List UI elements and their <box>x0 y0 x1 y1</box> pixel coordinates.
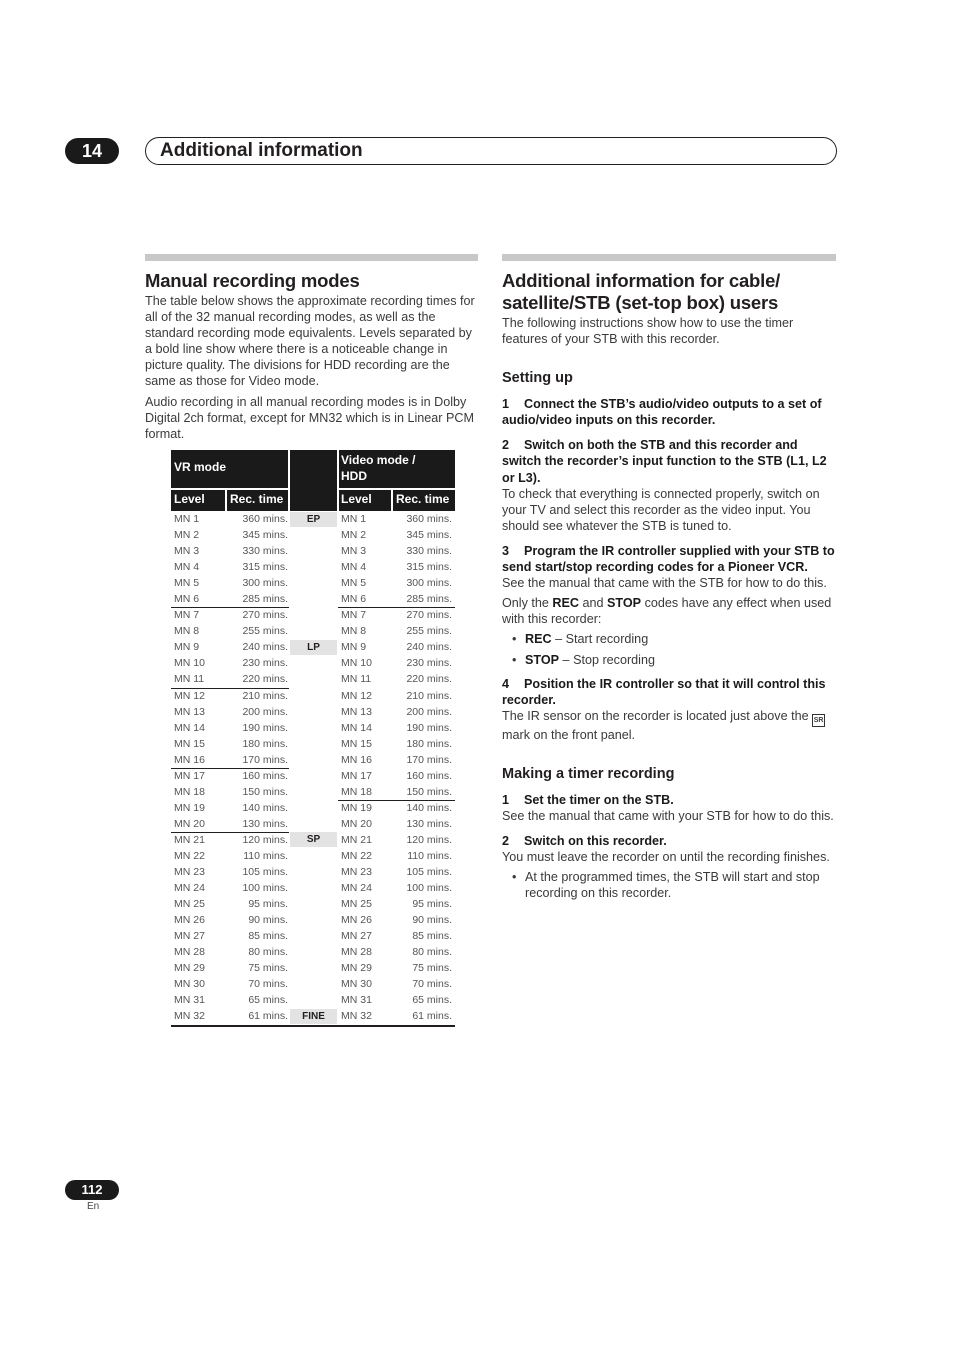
setup-step-2 <box>502 437 836 485</box>
table-row <box>171 768 455 784</box>
codes-list <box>502 631 836 667</box>
vr-rec-time-cell: 200 mins. <box>242 705 288 718</box>
table-row <box>171 559 455 575</box>
step-number: 1 <box>502 792 510 807</box>
video-rec-time-cell: 90 mins. <box>412 914 452 927</box>
quality-separator <box>338 607 455 608</box>
intro-paragraph: The table below shows the approximate recording times for all of the 32 manual recording modes, as well as the standard recording mode equivalents. Levels separated by a bold line show where there is a noticeable change in picture quality. The divisions for HDD recording are the same as those for Video mode. <box>145 294 475 389</box>
table-row <box>171 607 455 623</box>
table-row <box>171 800 455 816</box>
vr-rec-time-cell: 300 mins. <box>242 577 288 590</box>
stop-keyword: STOP <box>607 596 642 611</box>
vr-level-cell: MN 30 <box>174 978 205 991</box>
video-rec-time-cell: 150 mins. <box>406 785 452 798</box>
table-row <box>171 928 455 944</box>
rec-keyword: REC <box>525 632 552 647</box>
vr-rec-time-cell: 170 mins. <box>242 753 288 766</box>
table-row <box>171 976 455 992</box>
vr-level-cell: MN 16 <box>174 753 205 766</box>
video-rec-time-cell: 300 mins. <box>406 577 452 590</box>
timer-step-2-text: You must leave the recorder on until the recording finishes. <box>502 850 830 865</box>
table-row <box>171 688 455 704</box>
vr-rec-time-cell: 130 mins. <box>242 817 288 830</box>
vr-rec-time-cell: 285 mins. <box>242 593 288 606</box>
video-level-cell: MN 24 <box>341 882 372 895</box>
table-row <box>171 896 455 912</box>
step-text: Switch on this recorder. <box>524 834 667 849</box>
vr-level-cell: MN 9 <box>174 641 200 654</box>
mode-badge: FINE <box>290 1009 337 1024</box>
video-rec-time-cell: 140 mins. <box>406 801 452 814</box>
vr-rec-time-cell: 360 mins. <box>242 513 288 525</box>
step-number: 2 <box>502 834 510 849</box>
setup-step-2-text: To check that everything is connected properly, switch on your TV and select this recorder as the video input. You should see whatever the STB is tuned to. <box>502 486 820 533</box>
table-row <box>171 944 455 960</box>
recording-modes-table <box>171 450 455 1027</box>
vr-level-cell: MN 5 <box>174 577 200 590</box>
vr-level-cell: MN 18 <box>174 785 205 798</box>
video-mode-header-cell <box>339 450 455 488</box>
quality-separator <box>171 688 289 689</box>
vr-rec-time-cell: 80 mins. <box>248 946 288 959</box>
table-header <box>171 450 455 511</box>
table-row <box>171 864 455 880</box>
table-row <box>171 848 455 864</box>
vr-level-cell: MN 25 <box>174 898 205 911</box>
table-row <box>171 575 455 591</box>
mode-badge: LP <box>290 640 337 655</box>
video-level-cell: MN 9 <box>341 641 367 654</box>
vr-rec-time-cell: 180 mins. <box>242 737 288 750</box>
vr-level-header: Level <box>174 492 205 506</box>
video-level-cell: MN 5 <box>341 577 367 590</box>
table-row <box>171 960 455 976</box>
chapter-number: 14 <box>65 138 119 164</box>
vr-level-cell: MN 3 <box>174 545 200 558</box>
step-text: Set the timer on the STB. <box>524 792 674 807</box>
vr-level-cell: MN 6 <box>174 593 200 606</box>
video-rec-time-cell: 85 mins. <box>412 930 452 943</box>
timer-step-2 <box>502 833 836 849</box>
vr-rec-time-cell: 230 mins. <box>242 657 288 670</box>
video-level-cell: MN 19 <box>341 801 372 814</box>
video-level-cell: MN 30 <box>341 978 372 991</box>
step-text: Switch on both the STB and this recorder and switch the recorder’s input function to the STB (L1, L2 or L3). <box>502 438 827 485</box>
step-number: 4 <box>502 676 510 691</box>
video-level-cell: MN 29 <box>341 962 372 975</box>
vr-level-cell: MN 10 <box>174 657 205 670</box>
video-rec-time-cell: 170 mins. <box>406 753 452 766</box>
codes-text-pre: Only the <box>502 596 553 611</box>
video-level-cell: MN 20 <box>341 817 372 830</box>
table-row <box>171 591 455 607</box>
vr-level-cell: MN 21 <box>174 833 205 846</box>
quality-separator <box>171 768 289 769</box>
video-rec-time-cell: 360 mins. <box>406 513 452 525</box>
vr-rec-time-cell: 65 mins. <box>248 994 288 1007</box>
vr-rec-time-cell: 255 mins. <box>242 625 288 638</box>
table-row <box>171 511 455 527</box>
vr-rec-time-cell: 330 mins. <box>242 545 288 558</box>
stop-keyword: STOP <box>525 652 560 667</box>
setup-step-4-text <box>502 708 836 743</box>
video-rec-time-cell: 285 mins. <box>406 593 452 606</box>
bullet-text: – Stop recording <box>559 652 655 667</box>
video-rec-time-cell: 270 mins. <box>406 609 452 622</box>
vr-level-cell: MN 15 <box>174 737 205 750</box>
timer-step-1 <box>502 792 836 808</box>
table-row <box>171 912 455 928</box>
video-rec-time-cell: 130 mins. <box>406 817 452 830</box>
video-rec-time-cell: 75 mins. <box>412 962 452 975</box>
section-heading-stb: Additional information for cable/ satellite/STB (set-top box) users <box>502 270 781 313</box>
vr-level-cell: MN 20 <box>174 817 205 830</box>
video-rec-time-cell: 345 mins. <box>406 529 452 542</box>
table-row <box>171 720 455 736</box>
table-row <box>171 1008 455 1024</box>
vr-level-cell: MN 7 <box>174 609 200 622</box>
vr-rec-time-cell: 61 mins. <box>248 1010 288 1023</box>
table-row <box>171 623 455 639</box>
vr-level-cell: MN 12 <box>174 689 205 702</box>
vr-rec-time-cell: 240 mins. <box>242 641 288 654</box>
vr-level-cell: MN 32 <box>174 1010 205 1023</box>
table-row <box>171 992 455 1008</box>
audio-paragraph: Audio recording in all manual recording modes is in Dolby Digital 2ch format, except for MN32 which is in Linear PCM format. <box>145 394 474 441</box>
quality-separator <box>338 800 455 801</box>
vr-level-header-cell <box>171 490 225 511</box>
vr-level-cell: MN 23 <box>174 866 205 879</box>
video-level-cell: MN 1 <box>341 513 367 525</box>
video-level-header: Level <box>341 492 372 506</box>
section-rule <box>145 254 478 261</box>
list-item: • At the programmed times, the STB will start and stop recording on this recorder. <box>512 870 820 901</box>
video-level-cell: MN 7 <box>341 609 367 622</box>
video-level-cell: MN 17 <box>341 769 372 782</box>
list-item: • STOP – Stop recording <box>512 652 655 667</box>
quality-separator <box>171 832 289 833</box>
video-level-header-cell <box>339 490 391 511</box>
video-rec-time-cell: 330 mins. <box>406 545 452 558</box>
table-row <box>171 527 455 543</box>
mode-badge: SP <box>290 832 337 847</box>
vr-rec-time-cell: 100 mins. <box>242 882 288 895</box>
vr-level-cell: MN 11 <box>174 673 205 686</box>
table-row <box>171 655 455 671</box>
table-row <box>171 752 455 768</box>
table-row <box>171 832 455 848</box>
vr-level-cell: MN 14 <box>174 721 205 734</box>
mode-header-cell <box>290 450 337 511</box>
video-rec-time-cell: 61 mins. <box>412 1010 452 1023</box>
step-4-text-post: mark on the front panel. <box>502 727 636 742</box>
mode-badge: EP <box>290 512 337 527</box>
video-rec-time-cell: 255 mins. <box>406 625 452 638</box>
video-level-cell: MN 2 <box>341 529 367 542</box>
table-row <box>171 880 455 896</box>
video-rec-time-cell: 70 mins. <box>412 978 452 991</box>
right-column <box>502 254 836 905</box>
video-rec-time-cell: 230 mins. <box>406 657 452 670</box>
table-row <box>171 816 455 832</box>
vr-rec-time-cell: 70 mins. <box>248 978 288 991</box>
video-rec-time-cell: 240 mins. <box>406 641 452 654</box>
video-level-cell: MN 25 <box>341 898 372 911</box>
left-column <box>145 254 478 442</box>
video-rec-time-cell: 200 mins. <box>406 705 452 718</box>
vr-rec-time-cell: 345 mins. <box>242 529 288 542</box>
video-level-cell: MN 32 <box>341 1010 372 1023</box>
table-row <box>171 704 455 720</box>
vr-level-cell: MN 26 <box>174 914 205 927</box>
vr-level-cell: MN 4 <box>174 561 200 574</box>
vr-level-cell: MN 2 <box>174 529 200 542</box>
language-code: En <box>87 1201 100 1212</box>
codes-text-post: codes have any effect when used with this recorder: <box>502 596 832 627</box>
vr-rec-time-cell: 85 mins. <box>248 930 288 943</box>
video-rec-time-cell: 160 mins. <box>406 769 452 782</box>
video-rec-time-cell: 65 mins. <box>412 994 452 1007</box>
vr-level-cell: MN 17 <box>174 769 205 782</box>
vr-level-cell: MN 1 <box>174 513 200 525</box>
vr-level-cell: MN 27 <box>174 930 205 943</box>
video-rec-time-cell: 80 mins. <box>412 946 452 959</box>
section-rule <box>502 254 836 261</box>
video-level-cell: MN 11 <box>341 673 372 686</box>
vr-rec-time-cell: 315 mins. <box>242 561 288 574</box>
video-level-cell: MN 16 <box>341 753 372 766</box>
video-rec-time-cell: 220 mins. <box>406 673 452 686</box>
sensor-mark-icon: SR <box>812 714 825 727</box>
video-level-cell: MN 21 <box>341 833 372 846</box>
step-4-text-pre: The IR sensor on the recorder is located just above the <box>502 708 813 723</box>
video-level-cell: MN 31 <box>341 994 372 1007</box>
video-rec-time-header: Rec. time <box>396 492 450 506</box>
vr-rec-time-cell: 220 mins. <box>242 673 288 686</box>
table-row <box>171 736 455 752</box>
step-text: Position the IR controller so that it will control this recorder. <box>502 676 826 707</box>
vr-level-cell: MN 13 <box>174 705 205 718</box>
vr-rec-time-cell: 105 mins. <box>242 866 288 879</box>
table-row <box>171 543 455 559</box>
video-rec-time-cell: 190 mins. <box>406 721 452 734</box>
video-level-cell: MN 13 <box>341 705 372 718</box>
video-level-cell: MN 3 <box>341 545 367 558</box>
video-rec-time-cell: 105 mins. <box>406 866 452 879</box>
video-level-cell: MN 15 <box>341 737 372 750</box>
step-text: Connect the STB’s audio/video outputs to a set of audio/video inputs on this recorder. <box>502 397 822 428</box>
video-level-cell: MN 10 <box>341 657 372 670</box>
vr-rec-time-cell: 90 mins. <box>248 914 288 927</box>
vr-rec-time-cell: 75 mins. <box>248 962 288 975</box>
video-rec-time-cell: 95 mins. <box>412 898 452 911</box>
video-level-cell: MN 14 <box>341 721 372 734</box>
vr-level-cell: MN 28 <box>174 946 205 959</box>
section-heading-manual-recording: Manual recording modes <box>145 270 360 291</box>
video-level-cell: MN 4 <box>341 561 367 574</box>
video-level-cell: MN 26 <box>341 914 372 927</box>
vr-rec-time-cell: 110 mins. <box>243 849 288 862</box>
video-rec-time-cell: 110 mins. <box>407 849 452 862</box>
stb-intro: The following instructions show how to use the timer features of your STB with this recorder. <box>502 316 794 347</box>
video-mode-header: Video mode / HDD <box>341 453 416 483</box>
vr-rec-time-cell: 140 mins. <box>242 801 288 814</box>
vr-level-cell: MN 29 <box>174 962 205 975</box>
step-number: 2 <box>502 438 510 453</box>
step-number: 3 <box>502 543 510 558</box>
vr-level-cell: MN 22 <box>174 849 205 862</box>
bullet-text: – Start recording <box>551 632 649 647</box>
vr-level-cell: MN 19 <box>174 801 205 814</box>
chapter-title-box <box>145 137 837 165</box>
setup-step-3 <box>502 543 836 575</box>
video-level-cell: MN 12 <box>341 689 372 702</box>
setup-step-3-text: See the manual that came with the STB for how to do this. <box>502 576 827 591</box>
video-rec-time-cell: 180 mins. <box>406 737 452 750</box>
timer-list <box>502 869 836 901</box>
video-rec-time-header-cell <box>393 490 455 511</box>
table-row <box>171 671 455 687</box>
vr-level-cell: MN 31 <box>174 994 205 1007</box>
page-number: 112 <box>65 1180 119 1200</box>
vr-rec-time-cell: 270 mins. <box>242 609 288 622</box>
codes-paragraph <box>502 595 836 627</box>
video-rec-time-cell: 210 mins. <box>406 689 452 702</box>
vr-level-cell: MN 24 <box>174 882 205 895</box>
video-level-cell: MN 28 <box>341 946 372 959</box>
vr-rec-time-cell: 120 mins. <box>242 833 288 846</box>
step-number: 1 <box>502 397 510 412</box>
video-rec-time-cell: 100 mins. <box>406 882 452 895</box>
vr-rec-time-header-cell <box>227 490 288 511</box>
codes-text-and: and <box>579 596 608 611</box>
vr-rec-time-cell: 210 mins. <box>242 689 288 702</box>
video-level-cell: MN 6 <box>341 593 367 606</box>
timer-step-1-text: See the manual that came with your STB for how to do this. <box>502 808 834 823</box>
setting-up-heading: Setting up <box>502 370 573 387</box>
table-row <box>171 784 455 800</box>
setup-step-1 <box>502 396 836 428</box>
video-rec-time-cell: 315 mins. <box>406 561 452 574</box>
rec-keyword: REC <box>552 596 579 611</box>
setup-step-4 <box>502 676 836 708</box>
quality-separator <box>171 607 289 608</box>
vr-rec-time-cell: 160 mins. <box>242 769 288 782</box>
timer-heading: Making a timer recording <box>502 765 675 782</box>
list-item: • REC – Start recording <box>512 632 649 647</box>
table-bottom-rule <box>171 1025 455 1027</box>
vr-mode-header-cell <box>171 450 288 488</box>
video-level-cell: MN 22 <box>341 849 372 862</box>
bullet-text: At the programmed times, the STB will start and stop recording on this recorder. <box>525 870 820 901</box>
video-level-cell: MN 23 <box>341 866 372 879</box>
video-rec-time-cell: 120 mins. <box>406 833 452 846</box>
step-text: Program the IR controller supplied with your STB to send start/stop recording codes for a Pioneer VCR. <box>502 543 835 575</box>
video-level-cell: MN 27 <box>341 930 372 943</box>
vr-rec-time-cell: 95 mins. <box>248 898 288 911</box>
chapter-title: Additional information <box>160 140 363 161</box>
vr-rec-time-header: Rec. time <box>230 492 284 506</box>
video-level-cell: MN 18 <box>341 785 372 798</box>
table-row <box>171 639 455 655</box>
table-body <box>171 511 455 1027</box>
vr-rec-time-cell: 190 mins. <box>242 721 288 734</box>
vr-level-cell: MN 8 <box>174 625 200 638</box>
video-level-cell: MN 8 <box>341 625 367 638</box>
vr-mode-header: VR mode <box>174 460 227 474</box>
vr-rec-time-cell: 150 mins. <box>242 785 288 798</box>
